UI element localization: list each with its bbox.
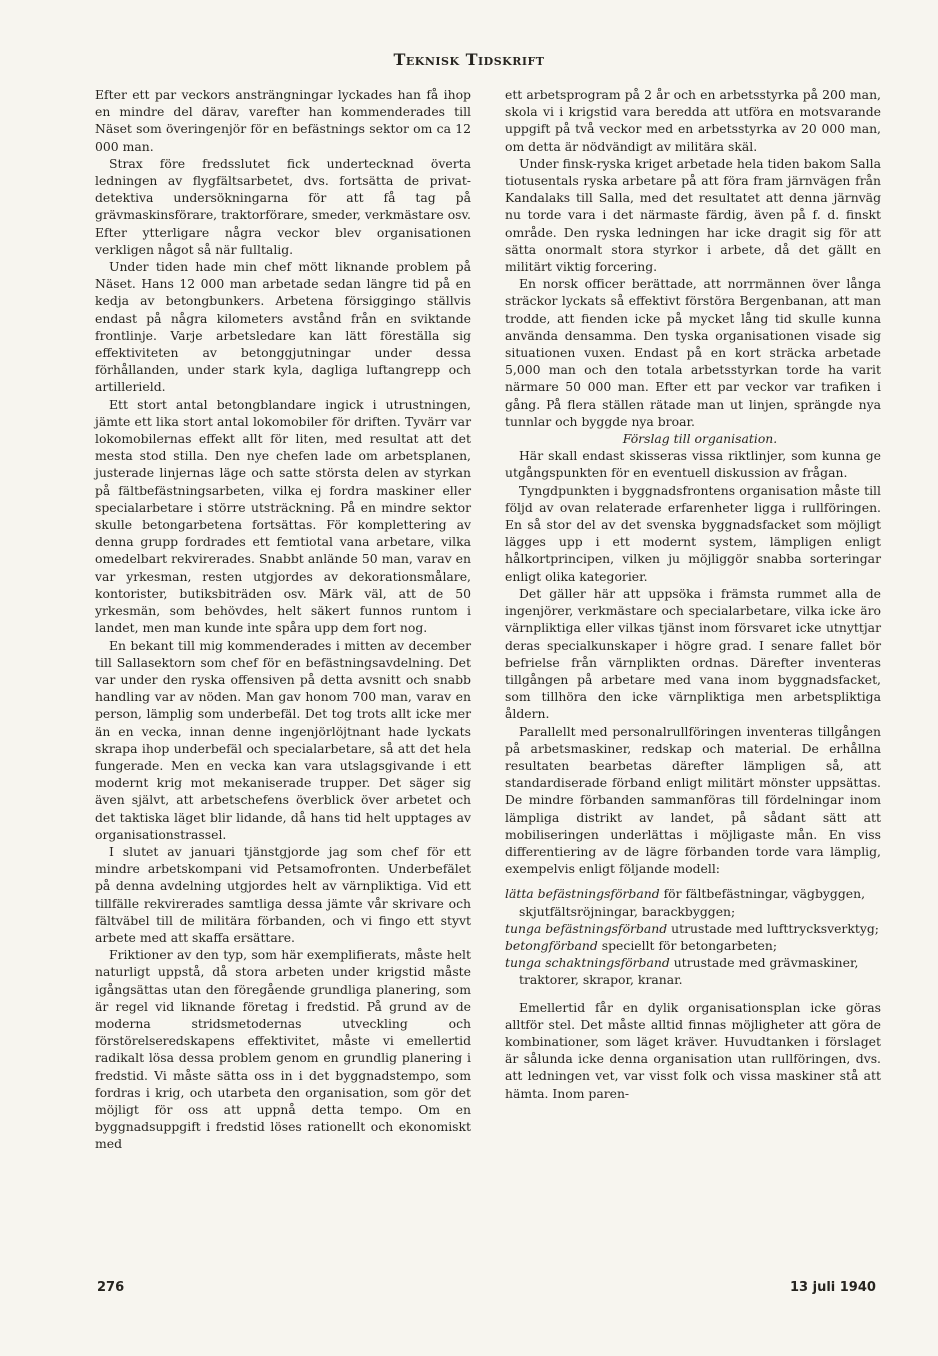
paragraph: Under finsk-ryska kriget arbetade hela tiden bakom Salla tiotusentals ryska arbetare på att föra fram järnvägen från Kandalaks till Salla, med det resultatet att denna järnväg nu torde vara i det närmaste färdig, även på f. d. finskt område. Den ryska ledningen har icke dragit sig för att sätta onormalt stora styrkor i arbete, då det gällt en militärt viktig forcering.: [505, 155, 881, 275]
paragraph: Parallellt med personalrullföringen inventeras tillgången på arbetsmaskiner, redskap och material. De erhållna resultaten bearbetas därefter lämpligen så, att standardiserade förband enligt militärt mönster uppsättas. De mindre förbanden sammanföras till fördelningar inom lämpliga distrikt av landet, på sådant sätt att mobiliseringen underlättas i möjligaste mån. En viss differentiering av de lägre förbanden torde vara lämplig, exempelvis enligt följande modell:: [505, 723, 881, 877]
list-item: [505, 920, 881, 937]
paragraph: Under tiden hade min chef mött liknande problem på Näset. Hans 12 000 man arbetade sedan längre tid på en kedja av betongbunkers. Arbetena försiggingo ställvis endast på några kilometers avstånd från en sviktande frontlinje. Varje arbetsledare kan lätt föreställa sig effektiviteten av betonggjutningar under dessa förhållanden, under stark kyla, dagliga luftangrepp och artillerield.: [95, 259, 471, 395]
list-item: [505, 954, 881, 988]
paragraph: Tyngdpunkten i byggnadsfrontens organisation måste till följd av ovan relaterade erfarenheter ligga i rullföringen. En så stor del av det svenska byggnadsfacket som möjligt lägges upp i ett modernt system, lämpligen enligt hålkortprincipen, vilken ju möjliggör snabba sorteringar enligt olika kategorier.: [505, 482, 881, 584]
list-item: [505, 885, 881, 919]
list-description: utrustade med grävmaskiner, traktorer, skrapor, kranar.: [519, 955, 859, 988]
list-description: utrustade med lufttrycksverktyg;: [667, 920, 879, 936]
journal-masthead: Teknisk Tidskrift: [393, 50, 545, 69]
paragraph: Friktioner av den typ, som här exemplifierats, måste helt naturligt uppstå, då stora arbeten under krigstid måste igångsättas utan den föregående grundliga planering, som är regel vid liknande företag i fredstid. På grund av de moderna stridsmetodernas utveckling och förstörelseredskapens effektivitet, måste vi emellertid radikalt lösa dessa problem genom en grundlig planering i fredstid. Vi måste sätta oss in i det byggnadstempo, som fordras i krig, och utarbeta den organisation, som gör det möjligt för oss att uppnå detta tempo. Om en byggnadsuppgift i fredstid löses rationellt och ekonomiskt med: [95, 947, 471, 1152]
paragraph: Strax före fredsslutet fick undertecknad överta ledningen av flygfältsarbetet, dvs. fortsätta de privat-detektiva undersökningarna för att få tag på grävmaskinsförare, traktorförare, smeder, verkmästare osv. Efter ytterligare några veckor blev organisationen verkligen något så när fulltalig.: [95, 155, 471, 257]
paragraph: Här skall endast skisseras vissa riktlinjer, som kunna ge utgångspunkten för en eventuell diskussion av frågan.: [505, 448, 881, 481]
section-heading: Förslag till organisation.: [622, 431, 778, 447]
list-description: för fältbefästningar, vägbyggen, skjutfältsröjningar, barackbyggen;: [519, 886, 866, 919]
list-term: tunga schaktningsförband: [505, 955, 670, 971]
paragraph: En bekant till mig kommenderades i mitten av december till Sallasektorn som chef för en befästningsavdelning. Det var under den ryska offensiven på detta avsnitt och snabb handling var av nöden. Man gav honom 700 man, varav en person, lämplig som underbefäl. Det tog trots allt icke mer än en vecka, innan denne ingenjörlöjtnant hade lyckats skrapa ihop underbefäl och specialarbetare, så att det hela fungerade. Men en vecka kan vara utslagsgivande i ett modernt krig mot mekaniserade trupper. Det säger sig även självt, att arbetschefens överblick över arbetet och det taktiska läget blir lidande, då hans tid helt upptages av organisationstrassel.: [95, 637, 471, 842]
list-description: speciellt för betongarbeten;: [597, 937, 778, 953]
paragraph: Ett stort antal betongblandare ingick i utrustningen, jämte ett lika stort antal lokomobiler för driften. Tyvärr var lokomobilernas effekt allt för liten, med resultat att det mesta stod stilla. Den nye chefen lade om arbetsplanen, justerade linjernas läge och satte största delen av styrkan på fältbefästningsarbeten, vilka ej fordra maskiner eller specialarbetare i större utsträckning. På en mindre sektor skulle betongarbetena fortsättas. För komplettering av denna grupp fordrades ett femtiotal vana arbetare, vilka omedelbart rekvirerades. Snabbt anlände 50 man, varav en var yrkesman, resten utgjordes av dekorationsmålare, kontorister, butiksbiträden osv. Märk väl, att de 50 yrkesmän, som behövdes, helt säkert funnos runtom i landet, men man kunde inte spåra upp dem fort nog.: [95, 396, 471, 636]
paragraph: Emellertid får en dylik organisationsplan icke göras alltför stel. Det måste alltid finnas möjligheter att göra de kombinationer, som läget kräver. Huvudtanken i förslaget är sålunda icke denna organisation utan rullföringen, dvs. att ledningen vet, var visst folk och vissa maskiner stå att hämta. Inom paren-: [505, 999, 881, 1101]
right-column: [505, 86, 881, 1102]
paragraph: Det gäller här att uppsöka i främsta rummet alla de ingenjörer, verkmästare och specialarbetare, vilka icke äro värnpliktiga eller vilkas tjänst inom försvaret icke utnyttjar deras specialkunskaper i högre grad. I senare fallet bör befrielse från värnplikten ordnas. Därefter inventeras tillgången på arbetare med vana inom byggnadsfacket, som tillhöra den icke värnpliktiga men arbetspliktiga åldern.: [505, 585, 881, 722]
list-item: [505, 937, 881, 954]
list-term: betongförband: [505, 937, 598, 953]
issue-date: 13 juli 1940: [790, 1280, 876, 1295]
paragraph: ett arbetsprogram på 2 år och en arbetsstyrka på 200 man, skola vi i krigstid vara beredda att utföra en motsvarande uppgift på två veckor med en arbetsstyrka av 20 000 man, om detta är nödvändigt av militära skäl.: [505, 87, 881, 154]
list-term: tunga befästningsförband: [505, 920, 668, 936]
paragraph: Efter ett par veckors ansträngningar lyckades han få ihop en mindre del därav, varefter han kommenderades till Näset som överingenjör för en befästnings sektor om ca 12 000 man.: [95, 87, 471, 154]
page-number: 276: [97, 1280, 125, 1295]
paragraph: En norsk officer berättade, att norrmännen över långa sträckor lyckats så effektivt förstöra Bergenbanan, att man trodde, att fienden icke på mycket lång tid skulle kunna använda densamma. Den tyska organisationen visade sig situationen vuxen. Endast på en kort sträcka arbetade 5,000 man och den totala arbetsstyrkan torde ha varit närmare 50 000 man. Efter ett par veckor var trafiken i gång. På flera ställen rätade man ut linjen, sprängde nya tunnlar och byggde nya broar.: [505, 276, 881, 429]
paragraph: I slutet av januari tjänstgjorde jag som chef för ett mindre arbetskompani vid Petsamofronten. Underbefälet på denna avdelning utgjordes helt av värnpliktiga. Vid ett tillfälle rekvirerades samtliga dessa jämte vår skrivare och fältväbel till de militära förbanden, och vi fingo ett styvt arbete med att skaffa ersättare.: [95, 843, 471, 945]
left-column: [95, 86, 471, 1153]
list-term: lätta befästningsförband: [505, 886, 660, 902]
unit-type-list: [505, 885, 881, 988]
